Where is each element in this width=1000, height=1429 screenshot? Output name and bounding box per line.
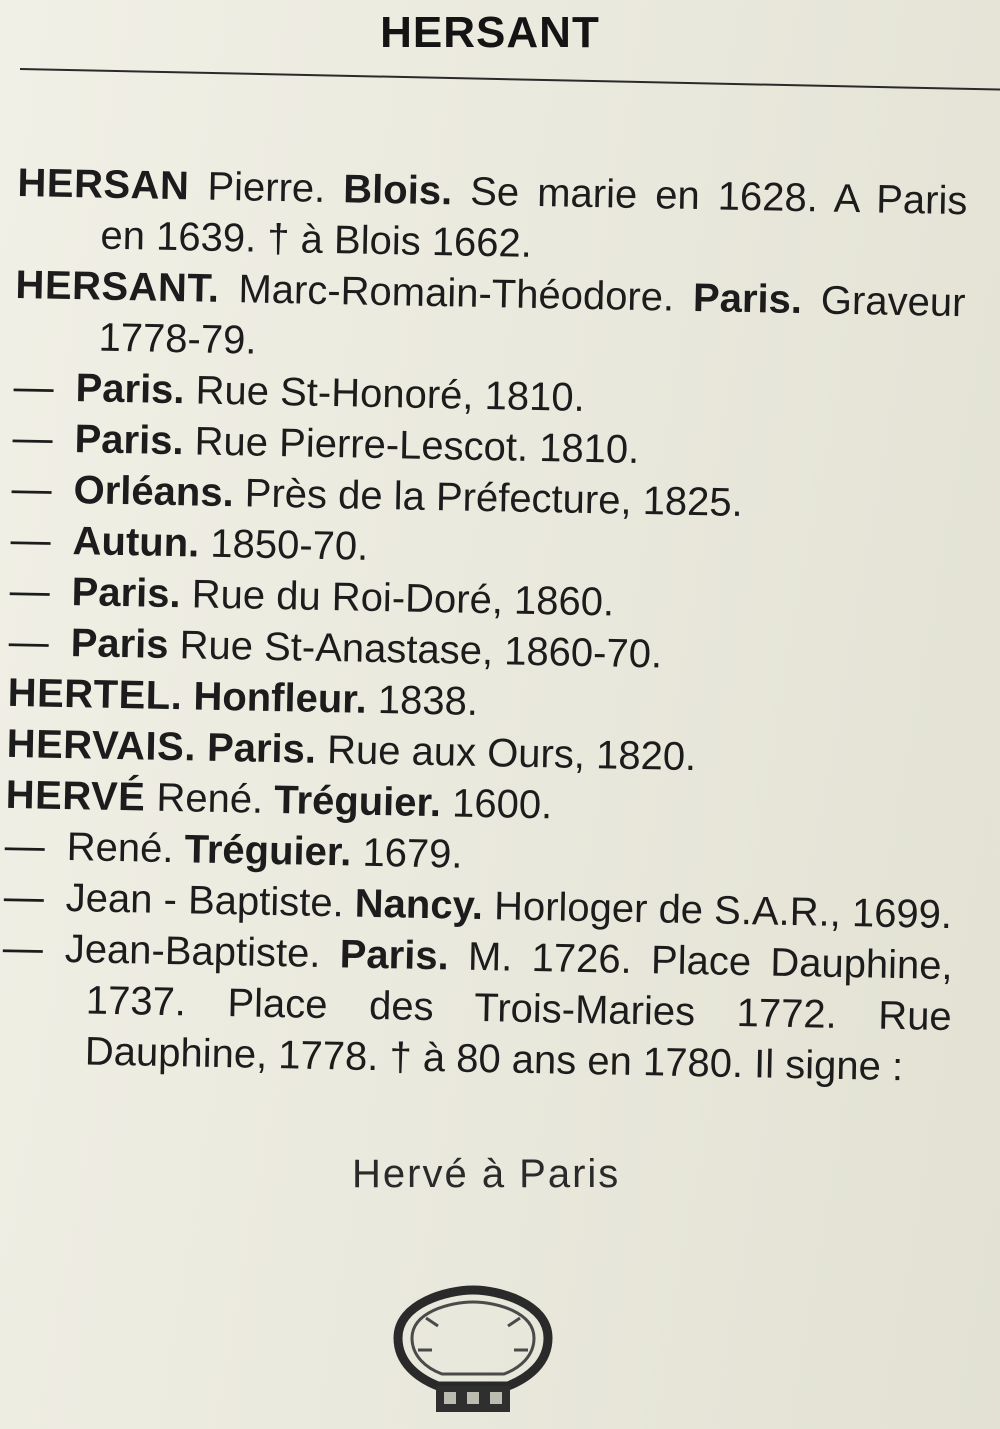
- head-rule: [20, 68, 1000, 91]
- running-head: HERSANT: [380, 8, 600, 57]
- entry-hersant-marc-romain: HERSANT. Marc-Romain-Théodore. Paris. Graveur 1778-79.: [15, 262, 966, 363]
- entry-herve-rene-1600: HERVÉ René. Tréguier. 1600.: [5, 772, 553, 828]
- entry-herve-jean-baptiste-nancy: — Jean - Baptiste. Nancy. Horloger de S.A.R., 1699.: [3, 874, 953, 938]
- entry-hersant-orleans: — Orléans. Près de la Préfecture, 1825.: [11, 466, 744, 525]
- entry-hersan-pierre: HERSAN Pierre. Blois. Se marie en 1628. A Paris en 1639. † à Blois 1662.: [17, 160, 968, 266]
- entry-hersant-paris-st-honore: — Paris. Rue St-Honoré, 1810.: [13, 364, 586, 420]
- entry-hersant-paris-st-anastase: — Paris Rue St-Anastase, 1860-70.: [8, 619, 663, 677]
- entry-herve-rene-1679: — René. Tréguier. 1679.: [4, 823, 463, 877]
- entry-hersant-autun: — Autun. 1850-70.: [10, 517, 369, 569]
- entry-list: [0, 158, 967, 1094]
- entry-hersant-paris-pierre-lescot: — Paris. Rue Pierre-Lescot. 1810.: [12, 415, 640, 472]
- entry-herve-jean-baptiste-paris: — Jean-Baptiste. Paris. M. 1726. Place Dauphine, 1737. Place des Trois-Maries 1772. Rue Dauphine, 1778. † à 80 ans en 1780. Il signe :: [2, 925, 954, 1090]
- entry-hersant-paris-roi-dore: — Paris. Rue du Roi-Doré, 1860.: [9, 568, 615, 625]
- pocket-watch-ring-mark-icon: [378, 1278, 568, 1418]
- entry-hervais: HERVAIS. Paris. Rue aux Ours, 1820.: [6, 721, 697, 780]
- entry-hertel: HERTEL. Honfleur. 1838.: [7, 670, 479, 724]
- signature-text: Hervé à Paris: [352, 1152, 621, 1196]
